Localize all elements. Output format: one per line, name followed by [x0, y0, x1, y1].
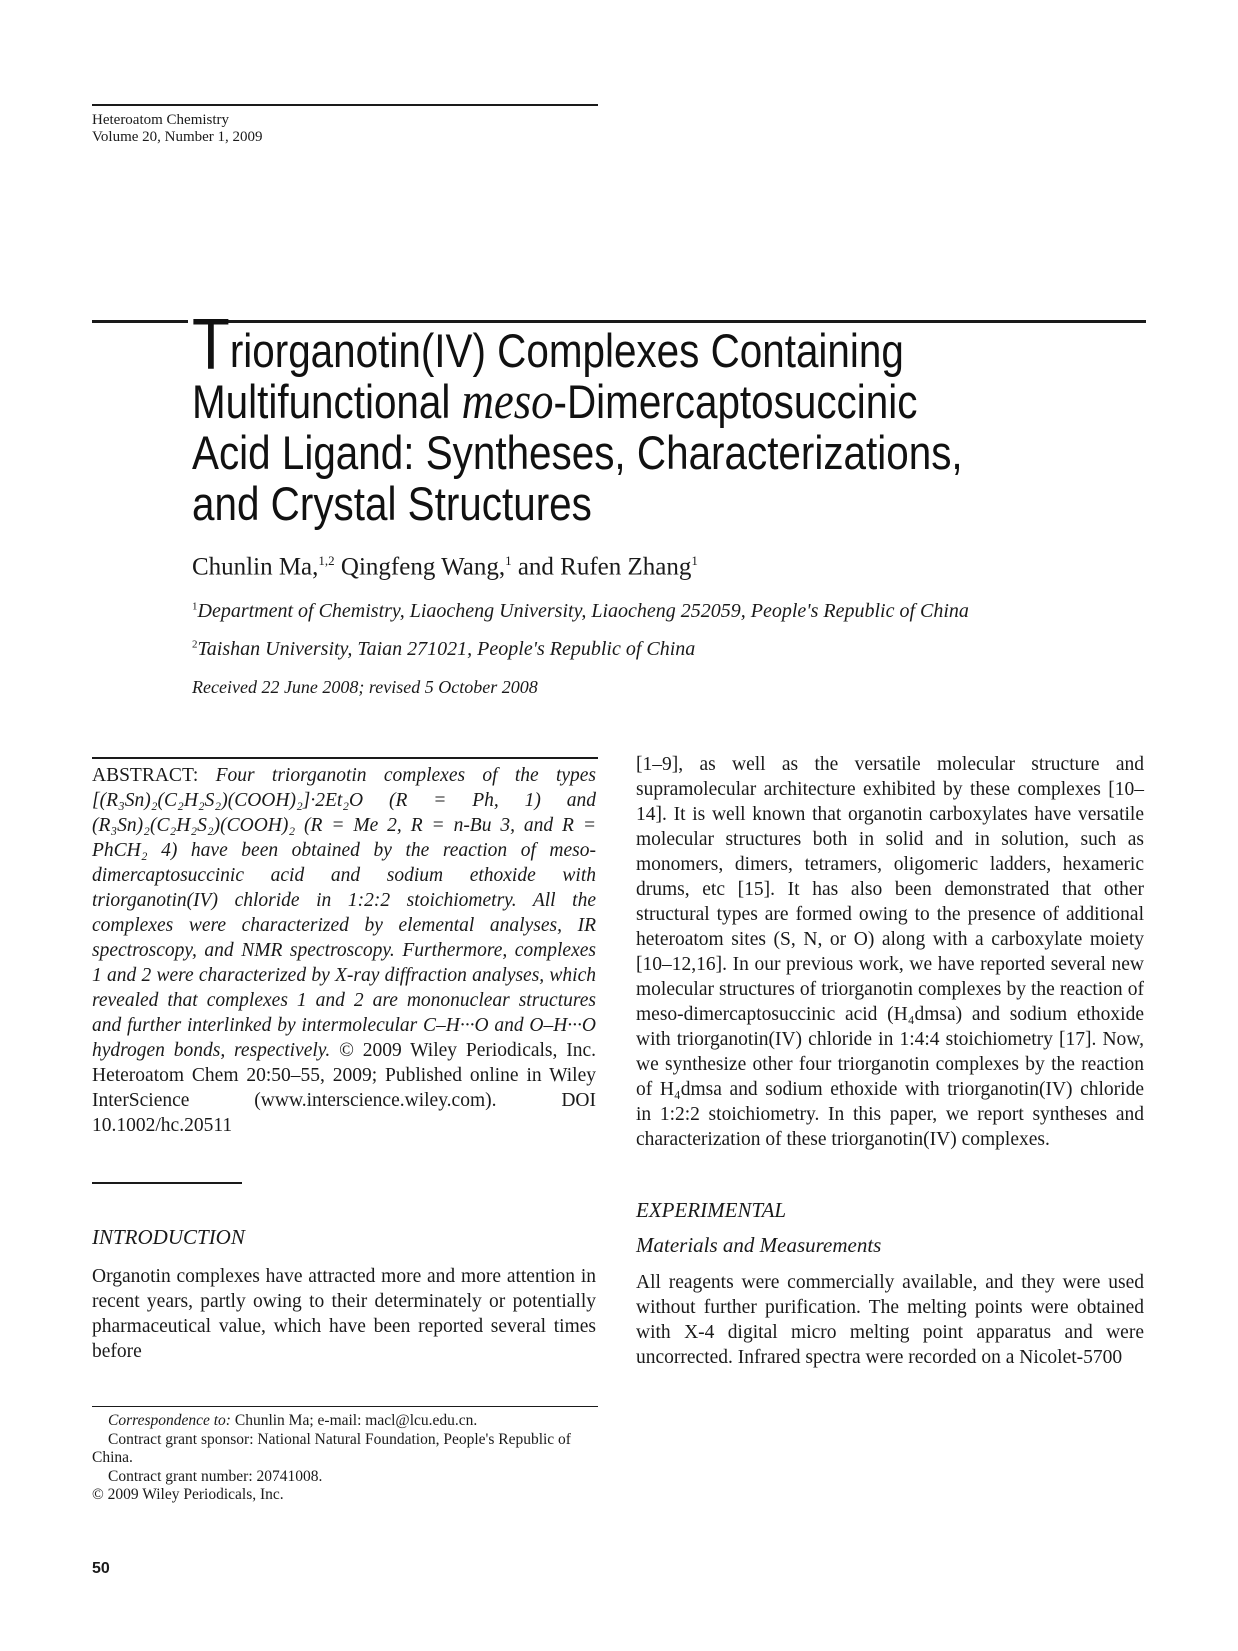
abstract-label: ABSTRACT: — [92, 765, 199, 786]
author-2: Qingfeng Wang, — [334, 553, 506, 581]
materials-paragraph: All reagents were commercially available, and they were used without further purification. The melting points were obtained with X-4 digital micro melting point apparatus and were uncorrected. Infrared spectra were recorded on a Nicolet-5700 — [636, 1272, 1144, 1368]
page-number: 50 — [92, 1560, 110, 1577]
title-rule-left — [92, 320, 188, 323]
author-1: Chunlin Ma, — [192, 553, 319, 581]
journal-header — [92, 112, 263, 146]
title-line-1: riorganotin(IV) Complexes Containing — [229, 324, 904, 377]
author-1-sup: 1,2 — [318, 553, 335, 568]
journal-volume: Volume 20, Number 1, 2009 — [92, 129, 263, 145]
received-dates: Received 22 June 2008; revised 5 October 2008 — [192, 677, 538, 697]
introduction-body — [92, 1264, 596, 1364]
journal-name: Heteroatom Chemistry — [92, 112, 230, 128]
title-line-2-italic: meso — [461, 373, 554, 430]
title-line-4: and Crystal Structures — [192, 477, 592, 530]
copyright-notice: © 2009 Wiley Periodicals, Inc. — [92, 1486, 284, 1503]
affiliation-2 — [192, 638, 695, 661]
abstract-rule-top — [92, 757, 598, 759]
footnotes — [92, 1412, 596, 1505]
right-column — [636, 752, 1144, 1370]
affiliation-1-sup: 1 — [192, 600, 198, 613]
author-3-sup: 1 — [691, 553, 698, 568]
materials-heading: Materials and Measurements — [636, 1233, 882, 1257]
author-3: and Rufen Zhang — [511, 553, 692, 581]
abstract-rule-bottom — [92, 1182, 242, 1184]
experimental-heading: EXPERIMENTAL — [636, 1198, 787, 1222]
abstract — [92, 763, 596, 1138]
abstract-roman-text: © 2009 Wiley Periodicals, Inc. Heteroatom Chem 20:50–55, 2009; Published online in Wiley InterScience (www.interscience.wiley.com). DOI 10.1002/hc.20511 — [92, 1040, 596, 1136]
header-rule — [92, 104, 598, 106]
correspondence-text: Chunlin Ma; e-mail: macl@lcu.edu.cn. — [230, 1412, 478, 1429]
author-2-sup: 1 — [505, 553, 512, 568]
correspondence-label: Correspondence to: — [108, 1412, 231, 1429]
introduction-paragraph: Organotin complexes have attracted more and more attention in recent years, partly owing to their determinately or potentially pharmaceutical value, which have been reported several times before — [92, 1266, 596, 1362]
affiliation-2-text: Taishan University, Taian 271021, People's Republic of China — [197, 638, 696, 660]
title-line-3: Acid Ligand: Syntheses, Characterizations, — [192, 426, 963, 479]
affiliation-1 — [192, 600, 969, 623]
grant-sponsor: Contract grant sponsor: National Natural Foundation, People's Republic of China. — [92, 1430, 571, 1466]
affiliation-2-sup: 2 — [192, 638, 198, 651]
abstract-italic-text: Four triorganotin complexes of the types [(R₃Sn)₂(C₂H₂S₂)(COOH)₂]·2Et₂O (R = Ph, 1) and (R₃Sn)₂(C₂H₂S₂)(COOH)₂ (R = Me 2, R = n-Bu 3, and R = PhCH₂ 4) have been obtained by the reaction of meso-dimercaptosuccinic acid and sodium ethoxide with triorganotin(IV) chloride in 1:2:2 stoichiometry. All the complexes were characterized by elemental analyses, IR spectroscopy, and NMR spectroscopy. Furthermore, complexes 1 and 2 were characterized by X-ray diffraction analyses, which revealed that complexes 1 and 2 are mononuclear structures and further interlinked by intermolecular C–H···O and O–H···O hydrogen bonds, respectively. — [92, 765, 597, 1061]
affiliation-1-text: Department of Chemistry, Liaocheng University, Liaocheng 252059, People's Republic of China — [197, 600, 969, 622]
title-line-2-pre: Multifunctional — [192, 375, 462, 428]
title-initial: T — [192, 305, 230, 385]
author-list — [192, 553, 698, 581]
introduction-continuation: [1–9], as well as the versatile molecular structure and supramolecular architecture exhibited by these complexes [10–14]. It is well known that organotin carboxylates have versatile molecular structures both in solid and in solution, such as monomers, dimers, tetramers, oligomeric ladders, hexameric drums, etc [15]. It has also been demonstrated that other structural types are formed owing to the presence of additional heteroatom sites (S, N, or O) along with a carboxylate moiety [10–12,16]. In our previous work, we have reported several new molecular structures of triorganotin complexes by the reaction of meso-dimercaptosuccinic acid (H₄dmsa) and sodium ethoxide with triorganotin(IV) chloride in 1:4:4 stoichiometry [17]. Now, we synthesize other four triorganotin complexes by the reaction of H₄dmsa and sodium ethoxide with triorganotin(IV) chloride in 1:2:2 stoichiometry. In this paper, we report syntheses and characterization of these triorganotin(IV) complexes. — [636, 754, 1144, 1150]
introduction-heading: INTRODUCTION — [92, 1225, 245, 1249]
footnote-rule — [92, 1406, 598, 1407]
title-line-2-post: -Dimercaptosuccinic — [553, 375, 918, 428]
article-title — [192, 305, 1018, 530]
grant-number: Contract grant number: 20741008. — [108, 1467, 323, 1485]
